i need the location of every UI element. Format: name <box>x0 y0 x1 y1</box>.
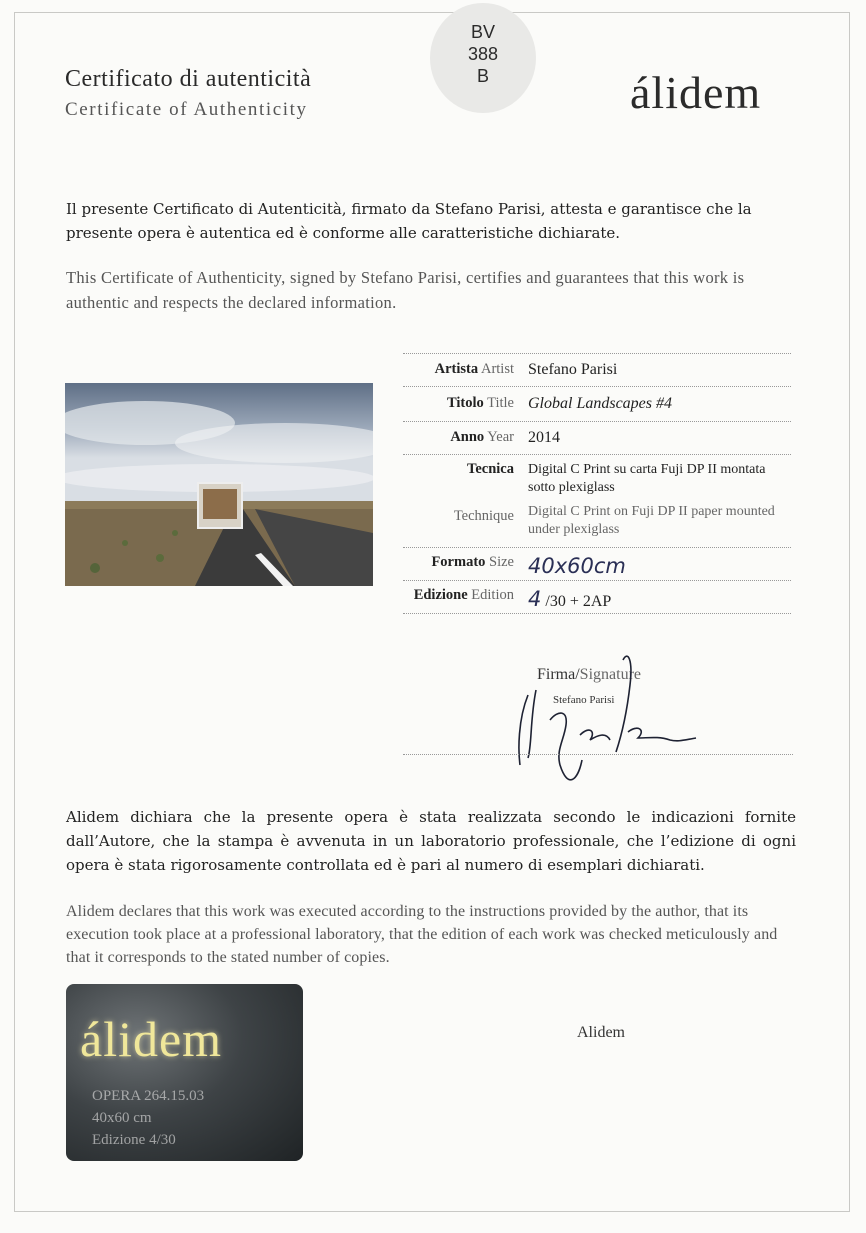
landscape-image <box>65 383 373 586</box>
year-label-it: Anno <box>450 429 485 445</box>
signature-line <box>403 754 793 755</box>
edition-label-it: Edizione <box>413 587 468 603</box>
stamp-line: 388 <box>467 44 499 64</box>
technique-label <box>403 455 528 547</box>
year-value: 2014 <box>528 429 560 446</box>
year-label <box>403 422 528 454</box>
artist-label <box>403 354 528 386</box>
size-value-handwritten: 40x60cm <box>528 554 626 578</box>
hologram-line: 40x60 cm <box>92 1110 152 1126</box>
alidem-logo: álidem <box>630 67 762 118</box>
edition-row <box>403 580 791 614</box>
edition-label-en: Edition <box>471 587 514 603</box>
signature-area <box>403 640 793 790</box>
technique-value <box>528 455 791 547</box>
certificate-title-english: Certificate of Authenticity <box>65 99 308 120</box>
title-value: Global Landscapes #4 <box>528 395 672 412</box>
artwork-photo <box>65 383 373 586</box>
stamp-line: BV <box>470 22 495 42</box>
issuer-name: Alidem <box>577 1024 625 1041</box>
size-label <box>403 548 528 580</box>
stamp-line: B <box>476 66 489 86</box>
certificate-title-italian: Certificato di autenticità <box>65 66 312 92</box>
technique-row <box>403 454 791 547</box>
hologram-line: Edizione 4/30 <box>92 1132 176 1148</box>
edition-number-handwritten: 4 <box>528 587 542 611</box>
inventory-stamp <box>430 3 536 113</box>
year-row <box>403 421 791 454</box>
title-label-it: Titolo <box>446 395 484 411</box>
handwritten-signature <box>498 640 718 790</box>
technique-label-en: Technique <box>453 508 514 524</box>
artist-label-en: Artist <box>480 361 514 377</box>
declaration-english: Alidem declares that this work was executed according to the instructions provided by the author, that its execution took place at a professional laboratory, that the edition of each work was checked meticulously and that it corresponds to the stated number of copies. <box>66 903 778 966</box>
edition-total: /30 + 2AP <box>545 593 612 610</box>
intro-english: This Certificate of Authenticity, signed by Stefano Parisi, certifies and guarantees that this work is authentic and respects the declared information. <box>66 268 745 312</box>
size-label-it: Formato <box>431 554 486 570</box>
year-label-en: Year <box>487 429 514 445</box>
edition-value <box>528 581 791 613</box>
artwork-details-table <box>403 353 791 614</box>
technique-value-en: Digital C Print on Fuji DP II paper mounted under plexiglass <box>528 504 775 537</box>
signer-name: Stefano Parisi <box>553 694 615 706</box>
signature-label-en: Signature <box>579 666 641 683</box>
size-row <box>403 547 791 580</box>
technique-value-it: Digital C Print su carta Fuji DP II montata sotto plexiglass <box>528 462 766 495</box>
title-row <box>403 386 791 421</box>
signature-label-it: Firma/ <box>537 666 580 683</box>
edition-label <box>403 581 528 613</box>
technique-label-it: Tecnica <box>467 461 514 477</box>
title-label-en: Title <box>487 395 514 411</box>
artist-value: Stefano Parisi <box>528 361 618 378</box>
hologram-seal <box>66 984 303 1161</box>
size-label-en: Size <box>489 554 514 570</box>
title-label <box>403 387 528 421</box>
hologram-line: OPERA 264.15.03 <box>92 1088 205 1104</box>
artist-label-it: Artista <box>434 361 479 377</box>
intro-italian: Il presente Certificato di Autenticità, firmato da Stefano Parisi, attesta e garantisce che la presente opera è autentica ed è conforme alle caratteristiche dichiarate. <box>66 200 752 242</box>
declaration-italian: Alidem dichiara che la presente opera è stata realizzata secondo le indicazioni fornite dall’Autore, che la stampa è avvenuta in un laboratorio professionale, che l’edizione di ogni opera è stata rigorosamente controllata ed è pari al numero di esemplari dichiarati. <box>66 808 796 874</box>
hologram-logo: álidem <box>80 1011 223 1067</box>
artist-row <box>403 353 791 386</box>
